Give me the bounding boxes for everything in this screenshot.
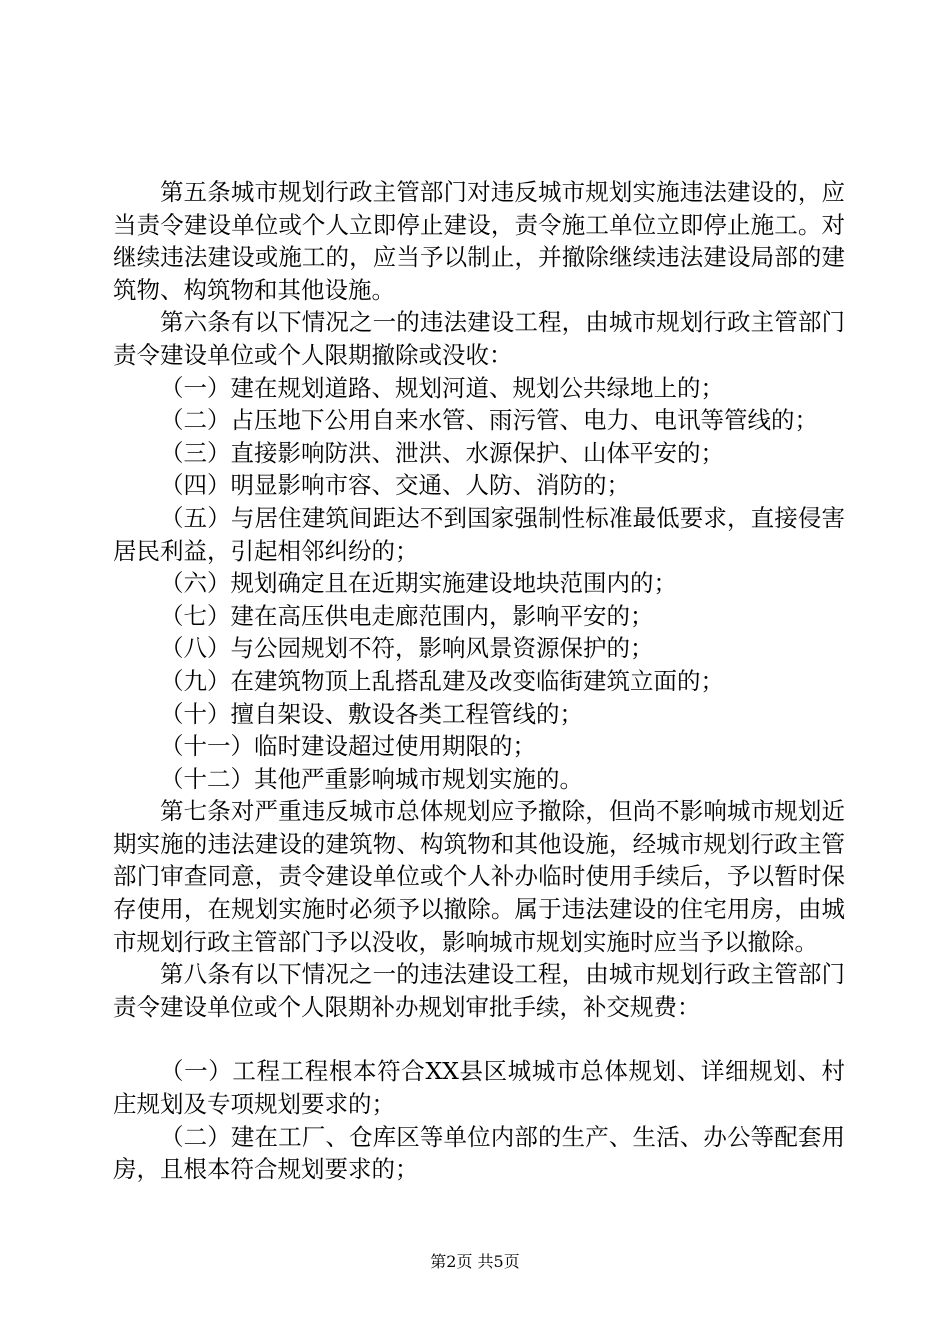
list-item-6-6: （六）规划确定且在近期实施建设地块范围内的；	[160, 569, 677, 598]
list-item-6-12: （十二）其他严重影响城市规划实施的。	[160, 764, 583, 793]
list-item-6-1: （一）建在规划道路、规划河道、规划公共绿地上的；	[160, 373, 724, 402]
list-item-8-2: （二）建在工厂、仓库区等单位内部的生产、生活、办公等配套用房，且根本符合规划要求的；	[113, 1122, 845, 1184]
paragraph-article-8: 第八条有以下情况之一的违法建设工程，由城市规划行政主管部门责令建设单位或个人限期补办规划审批手续，补交规费：	[113, 960, 845, 1021]
list-item-6-7: （七）建在高压供电走廊范围内，影响平安的；	[160, 601, 654, 630]
list-item-6-4: （四）明显影响市容、交通、人防、消防的；	[160, 471, 630, 500]
list-item-6-8: （八）与公园规划不符，影响风景资源保护的；	[160, 634, 654, 663]
paragraph-article-5: 第五条城市规划行政主管部门对违反城市规划实施违法建设的，应当责令建设单位或个人立即停止建设，责令施工单位立即停止施工。对继续违法建设或施工的，应当予以制止，并撤除继续违法建设局部的建筑物、构筑物和其他设施。	[113, 178, 845, 304]
list-item-6-5: （五）与居住建筑间距达不到国家强制性标准最低要求，直接侵害居民利益，引起相邻纠纷的；	[113, 503, 845, 565]
page-footer: 第2页 共5页	[430, 1252, 520, 1271]
list-item-8-1: （一）工程工程根本符合XX县区城城市总体规划、详细规划、村庄规划及专项规划要求的；	[113, 1057, 845, 1119]
list-item-6-11: （十一）临时建设超过使用期限的；	[160, 732, 536, 761]
list-item-6-2: （二）占压地下公用自来水管、雨污管、电力、电讯等管线的；	[160, 406, 818, 435]
list-item-6-10: （十）擅自架设、敷设各类工程管线的；	[160, 699, 583, 728]
list-item-6-3: （三）直接影响防洪、泄洪、水源保护、山体平安的；	[160, 438, 724, 467]
paragraph-article-7: 第七条对严重违反城市总体规划应予撤除，但尚不影响城市规划近期实施的违法建设的建筑物、构筑物和其他设施，经城市规划行政主管部门审查同意，责令建设单位或个人补办临时使用手续后，予以暂时保存使用，在规划实施时必须予以撤除。属于违法建设的住宅用房，由城市规划行政主管部门予以没收，影响城市规划实施时应当予以撤除。	[113, 797, 845, 956]
list-item-6-9: （九）在建筑物顶上乱搭乱建及改变临街建筑立面的；	[160, 666, 724, 695]
paragraph-article-6: 第六条有以下情况之一的违法建设工程，由城市规划行政主管部门责令建设单位或个人限期撤除或没收：	[113, 308, 845, 369]
document-body	[113, 176, 845, 1186]
